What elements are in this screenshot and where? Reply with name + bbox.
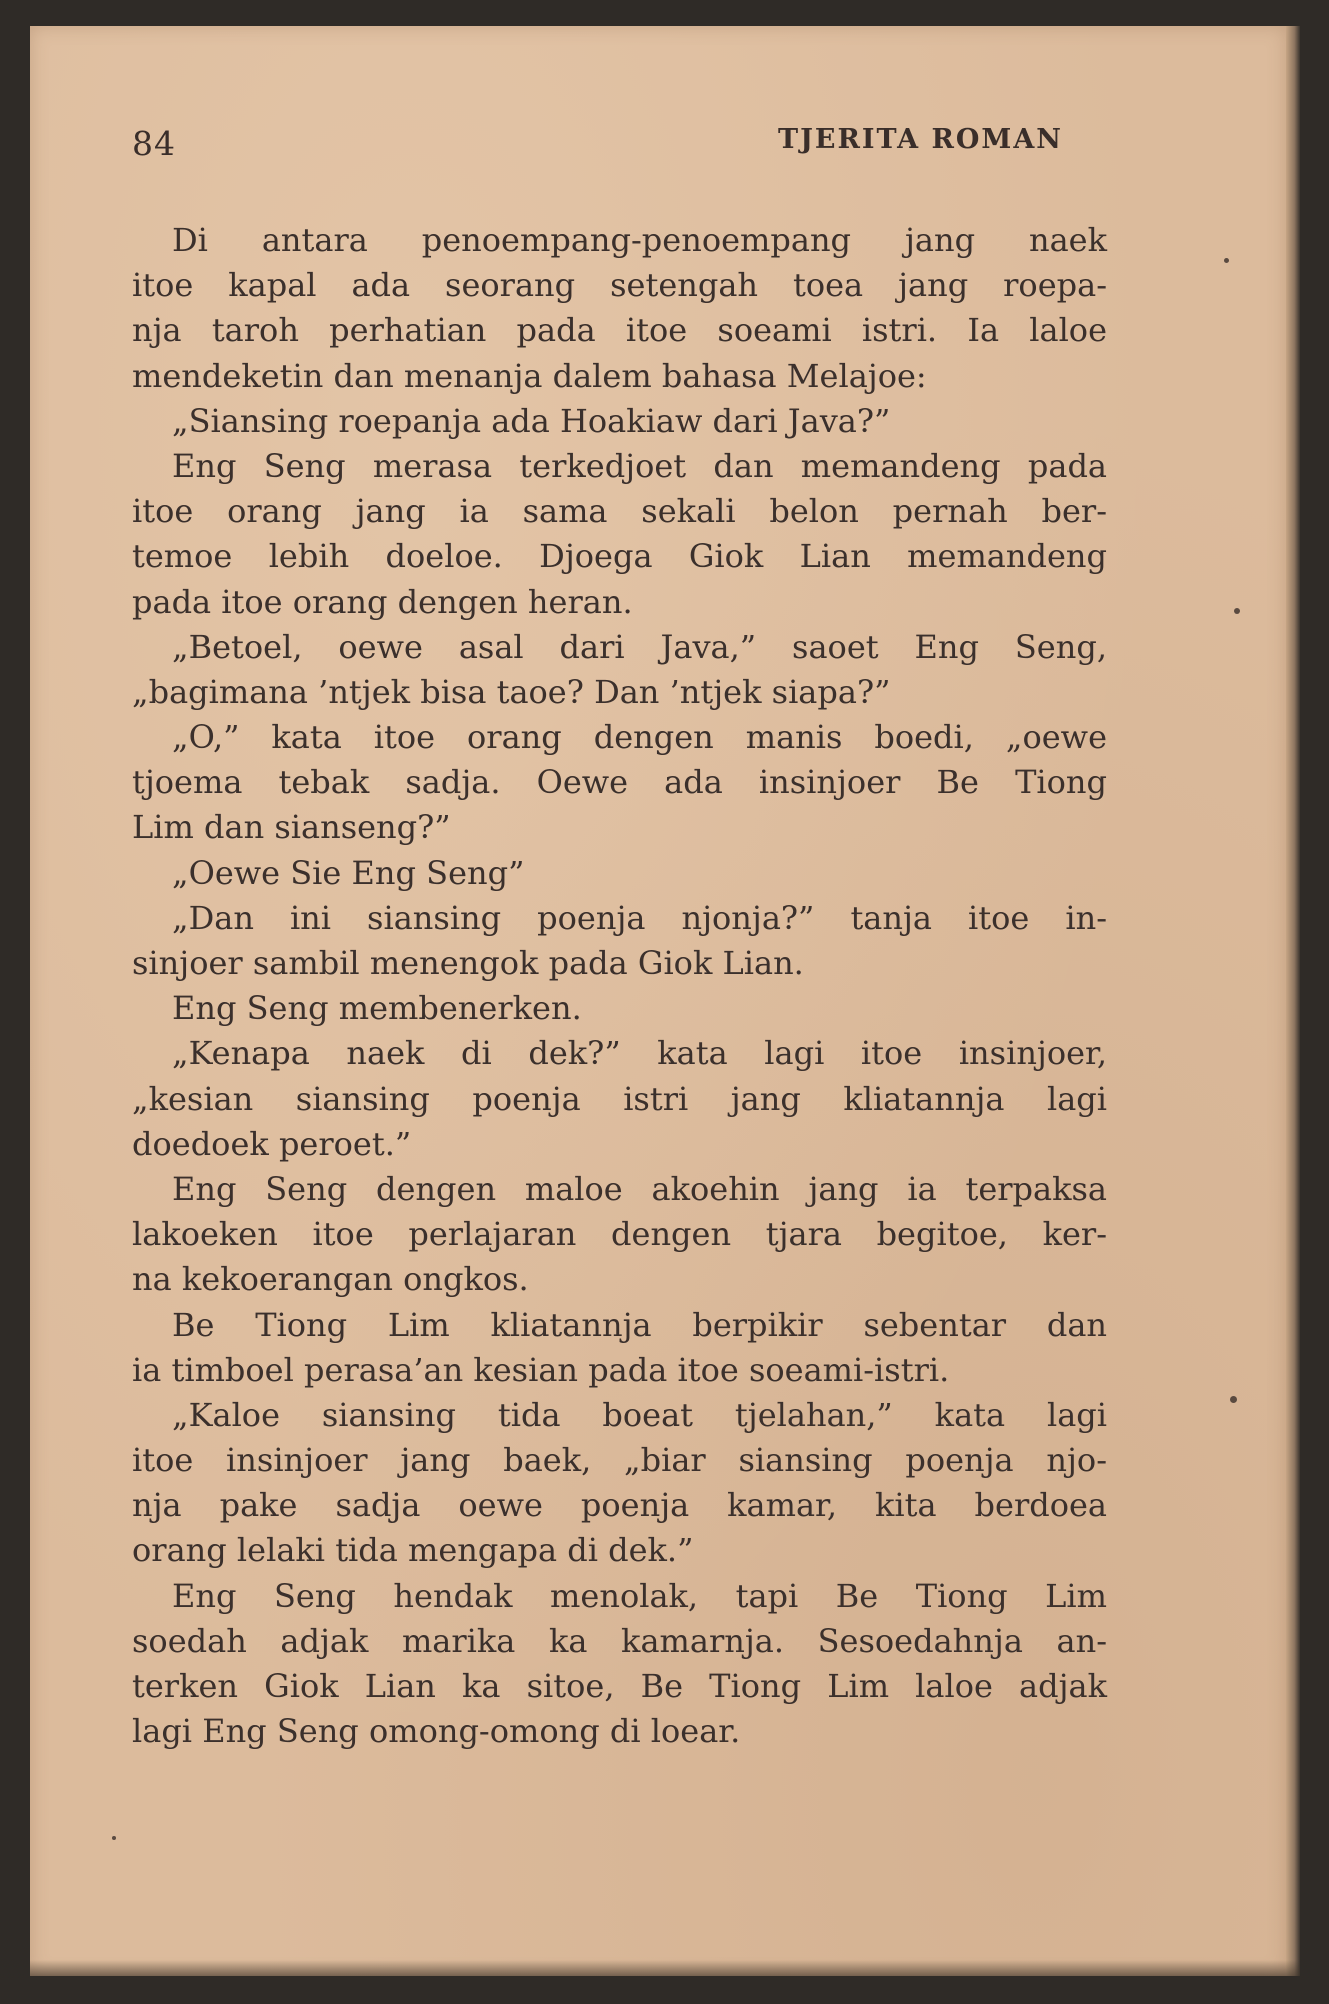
text-line: „Kenapa naek di dek?” kata lagi itoe insinjoer, bbox=[172, 1034, 1107, 1073]
page-bottom-shadow bbox=[30, 1960, 1300, 1976]
text-line: mendeketin dan menanja dalem bahasa Melajoe: bbox=[132, 356, 927, 395]
paper-speck bbox=[1230, 1396, 1237, 1403]
text-line: terken Giok Lian ka sitoe, Be Tiong Lim laloe adjak bbox=[132, 1667, 1107, 1705]
text-line: „bagimana ’ntjek bisa taoe? Dan ’ntjek siapa?” bbox=[132, 672, 891, 711]
text-line: itoe orang jang ia sama sekali belon pernah ber- bbox=[132, 492, 1107, 531]
paper-speck bbox=[1234, 608, 1240, 614]
paper-speck bbox=[112, 1836, 116, 1840]
text-line: „Siansing roepanja ada Hoakiaw dari Java?” bbox=[172, 401, 891, 440]
text-line: Eng Seng hendak menolak, tapi Be Tiong Lim bbox=[172, 1576, 1107, 1615]
text-line: Lim dan sianseng?” bbox=[132, 808, 451, 847]
text-line: temoe lebih doeloe. Djoega Giok Lian memandeng bbox=[132, 537, 1107, 576]
text-line: „kesian siansing poenja istri jang kliatannja lagi bbox=[132, 1079, 1107, 1118]
text-line: itoe insinjoer jang baek, „biar siansing poenja njo- bbox=[132, 1441, 1107, 1480]
page-number: 84 bbox=[132, 124, 176, 163]
text-line: itoe kapal ada seorang setengah toea jang roepa- bbox=[132, 266, 1107, 305]
text-line: „Betoel, oewe asal dari Java,” saoet Eng Seng, bbox=[172, 627, 1107, 666]
text-line: Di antara penoempang-penoempang jang naek bbox=[172, 221, 1107, 259]
text-line: soedah adjak marika ka kamarnja. Sesoedahnja an- bbox=[132, 1621, 1107, 1660]
text-line: Be Tiong Lim kliatannja berpikir sebentar dan bbox=[172, 1305, 1107, 1344]
text-line: nja taroh perhatian pada itoe soeami istri. Ia laloe bbox=[132, 311, 1107, 350]
page-edge bbox=[1286, 26, 1300, 1976]
text-line: na kekoerangan ongkos. bbox=[132, 1260, 529, 1299]
text-line: „O,” kata itoe orang dengen manis boedi, „oewe bbox=[172, 718, 1107, 757]
text-line: doedoek peroet.” bbox=[132, 1124, 412, 1163]
text-line: „Dan ini siansing poenja njonja?” tanja itoe in- bbox=[172, 898, 1107, 937]
text-line: Eng Seng membenerken. bbox=[172, 989, 582, 1028]
text-line: nja pake sadja oewe poenja kamar, kita berdoea bbox=[132, 1486, 1107, 1525]
text-line: Eng Seng merasa terkedjoet dan memandeng pada bbox=[172, 446, 1107, 485]
text-line: „Oewe Sie Eng Seng” bbox=[172, 853, 525, 892]
text-line: orang lelaki tida mengapa di dek.” bbox=[132, 1531, 694, 1570]
running-title: TJERITA ROMAN bbox=[778, 124, 1063, 155]
text-line: ia timboel perasa’an kesian pada itoe soeami-istri. bbox=[132, 1350, 950, 1389]
text-line: lagi Eng Seng omong-omong di loear. bbox=[132, 1712, 741, 1751]
body-text bbox=[132, 218, 1107, 1754]
text-line: „Kaloe siansing tida boeat tjelahan,” kata lagi bbox=[172, 1395, 1107, 1434]
text-line: tjoema tebak sadja. Oewe ada insinjoer Be Tiong bbox=[132, 763, 1107, 802]
text-line: Eng Seng dengen maloe akoehin jang ia terpaksa bbox=[172, 1169, 1107, 1208]
text-line: lakoeken itoe perlajaran dengen tjara begitoe, ker- bbox=[132, 1215, 1107, 1254]
paper-speck bbox=[1224, 258, 1229, 263]
text-line: sinjoer sambil menengok pada Giok Lian. bbox=[132, 944, 804, 982]
text-line: pada itoe orang dengen heran. bbox=[132, 582, 633, 621]
